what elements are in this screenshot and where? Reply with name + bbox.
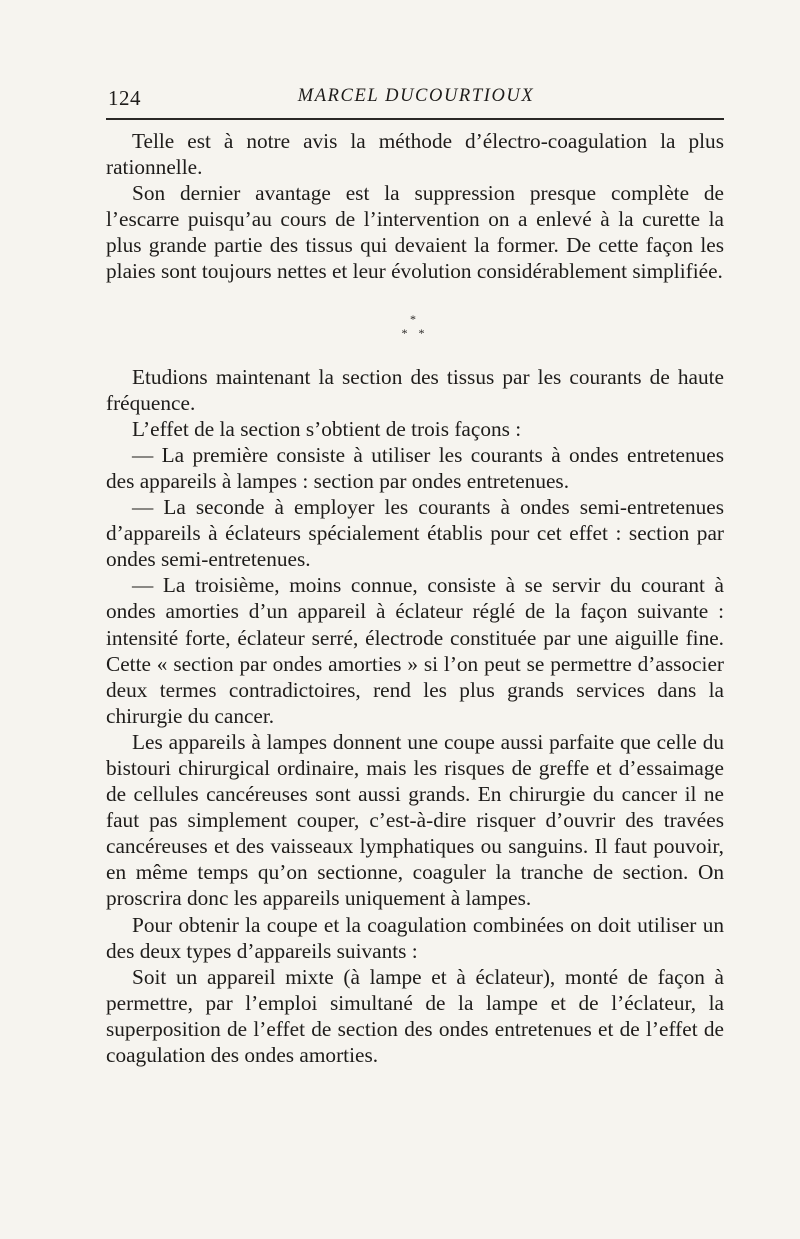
page-number: 124: [108, 86, 141, 110]
paragraph: Les appareils à lampes donnent une coupe aussi parfaite que celle du bistouri chirurgical ordinaire, mais les risques de greffe et d’essaimage de cellules cancéreuses sont aussi grands. En chirurgie du cancer il ne faut pas simplement couper, c’est-à-dire risquer d’ouvrir des travées cancéreuses et des vaisseaux lymphatiques ou sanguins. Il faut pouvoir, en même temps qu’on sectionne, coaguler la tranche de section. On proscrira donc les appareils uniquement à lampes.: [106, 729, 724, 911]
paragraph: Pour obtenir la coupe et la coagulation combinées on doit utiliser un des deux types d’appareils suivants :: [106, 912, 724, 963]
paragraph: Son dernier avantage est la suppression presque complète de l’escarre puisqu’au cours de l’intervention on a enlevé à la curette la plus grande partie des tissus qui devaient la former. De cette façon les plaies sont toujours nettes et leur évolution considérablement simplifiée.: [106, 181, 724, 284]
paragraph: Telle est à notre avis la méthode d’électro-coagulation la plus rationnelle.: [106, 129, 724, 180]
asterism-bottom: * *: [401, 325, 429, 340]
paragraph: — La seconde à employer les courants à ondes semi-entretenues d’appareils à éclateurs spécialement établis pour cet effet : section par ondes semi-entretenues.: [106, 495, 724, 572]
running-title: MARCEL DUCOURTIOUX: [297, 86, 535, 106]
header-rule: [106, 118, 724, 120]
paragraph: — La première consiste à utiliser les courants à ondes entretenues des appareils à lampes : section par ondes entretenues.: [106, 442, 724, 493]
paragraph: Etudions maintenant la section des tissus par les courants de haute fréquence.: [106, 364, 724, 415]
paragraph: — La troisième, moins connue, consiste à se servir du courant à ondes amorties d’un appareil à éclateur réglé de la façon suivante : intensité forte, éclateur serré, électrode constituée par une aiguille fine. Cette « section par ondes amorties » si l’on peut se permettre d’associer deux termes contradictoires, rend les plus grands services dans la chirurgie du cancer.: [106, 573, 724, 728]
paragraph: L’effet de la section s’obtient de trois façons :: [132, 416, 522, 441]
asterism-separator: [106, 313, 724, 339]
asterism-top: *: [410, 311, 420, 326]
page-header: [108, 84, 724, 114]
body-text: [106, 128, 724, 1068]
paragraph: Soit un appareil mixte (à lampe et à éclateur), monté de façon à permettre, par l’emploi simultané de la lampe et de l’éclateur, la superposition de l’effet de section des ondes entretenues et de l’effet de coagulation des ondes amorties.: [106, 964, 724, 1067]
